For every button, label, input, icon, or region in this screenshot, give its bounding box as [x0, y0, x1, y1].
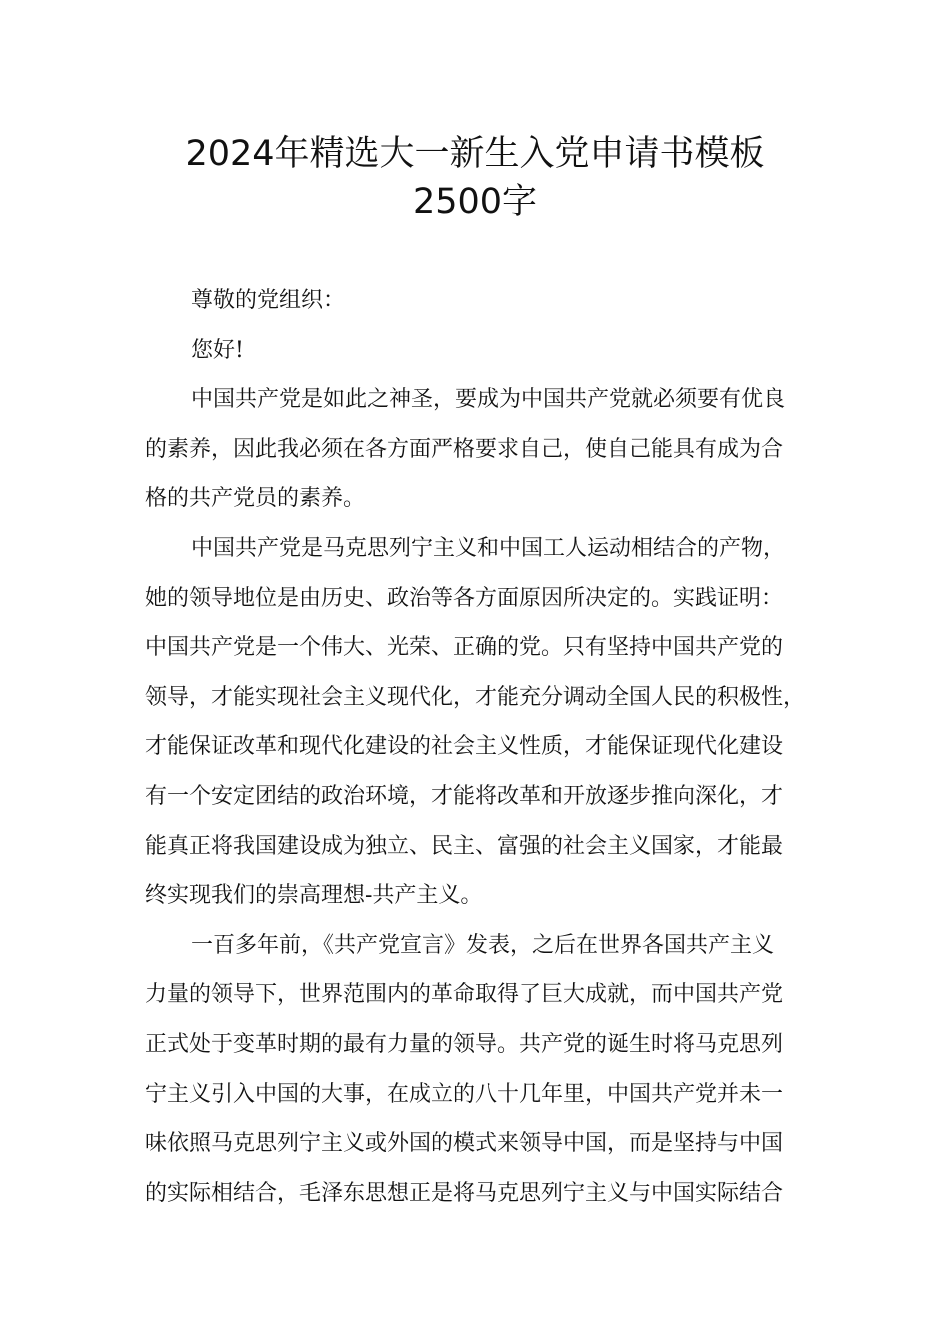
paragraph-line: 终实现我们的崇高理想-共产主义。	[145, 883, 483, 909]
paragraph-line: 格的共产党员的素养。	[145, 486, 366, 512]
paragraph-line: 中国共产党是一个伟大、光荣、正确的党。只有坚持中国共产党的	[145, 635, 784, 661]
paragraph-line: 她的领导地位是由历史、政治等各方面原因所决定的。实践证明：	[145, 585, 784, 611]
paragraph-line: 中国共产党是如此之神圣，要成为中国共产党就必须要有优良	[191, 387, 786, 413]
paragraph-line: 正式处于变革时期的最有力量的领导。共产党的诞生时将马克思列	[145, 1031, 784, 1057]
salutation: 尊敬的党组织：	[191, 288, 346, 313]
paragraph-line: 能真正将我国建设成为独立、民主、富强的社会主义国家，才能最	[145, 833, 784, 859]
paragraph-line: 才能保证改革和现代化建设的社会主义性质，才能保证现代化建设	[145, 734, 784, 760]
paragraph-line: 中国共产党是马克思列宁主义和中国工人运动相结合的产物，	[191, 535, 786, 561]
paragraph-line: 的实际相结合，毛泽东思想正是将马克思列宁主义与中国实际结合	[145, 1180, 784, 1206]
paragraph-line: 味依照马克思列宁主义或外国的模式来领导中国，而是坚持与中国	[145, 1131, 784, 1157]
document-body	[145, 276, 825, 1218]
paragraph-line: 一百多年前，《共产党宣言》发表，之后在世界各国共产主义	[191, 932, 775, 958]
paragraph-line: 宁主义引入中国的大事，在成立的八十几年里，中国共产党并未一	[145, 1081, 784, 1107]
paragraph-line: 领导，才能实现社会主义现代化，才能充分调动全国人民的积极性，	[145, 684, 806, 710]
document-title-line-2: 2500字	[412, 182, 538, 222]
paragraph-line: 的素养，因此我必须在各方面严格要求自己，使自己能具有成为合	[145, 436, 784, 462]
paragraph-line: 有一个安定团结的政治环境，才能将改革和开放逐步推向深化，才	[145, 783, 784, 809]
paragraph-line: 力量的领导下，世界范围内的革命取得了巨大成就，而中国共产党	[145, 982, 784, 1008]
greeting: 您好!	[191, 337, 244, 363]
document-title-line-1: 2024年精选大一新生入党申请书模板	[185, 134, 765, 174]
